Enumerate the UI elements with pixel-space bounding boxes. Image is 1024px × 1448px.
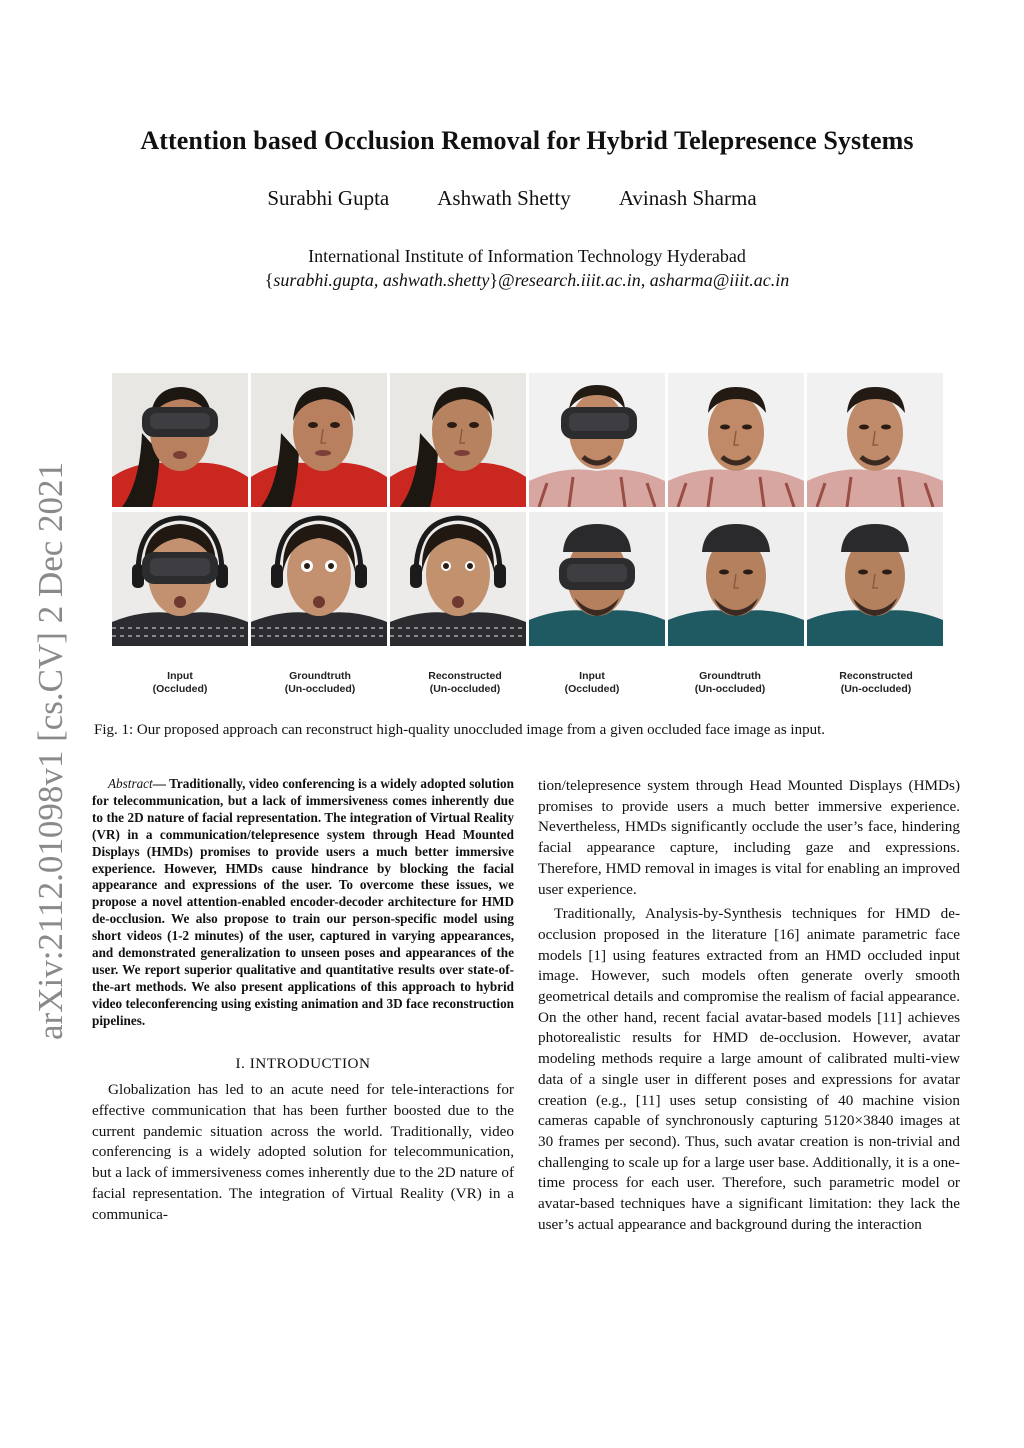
face-photo-occluded: [112, 373, 248, 507]
figure-label-line1: Input: [579, 670, 605, 682]
face-photo-occluded: [529, 512, 665, 646]
figure-label-5: [660, 670, 800, 696]
figure-photo-row2-reconstructed-2: [807, 512, 943, 646]
email-domain: @research.iiit.ac.in, asharma@iiit.ac.in: [498, 270, 790, 290]
left-column: [92, 776, 514, 1225]
section-heading-introduction: I. INTRODUCTION: [235, 1054, 371, 1072]
figure-label-line1: Groundtruth: [699, 670, 761, 682]
figure-label-line1: Input: [167, 670, 193, 682]
figure-label-line1: Reconstructed: [839, 670, 913, 682]
intro-paragraph: Globalization has led to an acute need for tele-interactions for effective communication that has been further boosted due to the current pandemic situation across the world. Traditionally, video conferencing is a widely adopted solution for telecommunication, but a lack of immersiveness comes inherently due to the 2D nature of facial representation. The integration of Virtual Reality (VR) in a communica-: [92, 1081, 514, 1223]
figure-label-3: [395, 670, 535, 696]
figure-label-line2: (Occluded): [564, 683, 620, 695]
figure-caption: Fig. 1: Our proposed approach can reconstruct high-quality unoccluded image from a given occluded face image as input.: [94, 722, 826, 738]
arxiv-stamp-text: arXiv:2112.01098v1 [cs.CV] 2 Dec 2021: [31, 461, 70, 1040]
face-photo-unoccluded: [251, 512, 387, 646]
arxiv-identifier: [16, 460, 76, 1040]
figure-label-6: [806, 670, 946, 696]
figure-label-line2: (Un-occluded): [694, 683, 766, 695]
figure-label-4: [522, 670, 662, 696]
author-2: Ashwath Shetty: [437, 186, 571, 210]
figure-photo-row2-input: [112, 512, 248, 646]
author-list: [0, 186, 1024, 211]
abstract: [92, 776, 514, 1030]
face-photo-reconstructed: [807, 373, 943, 507]
abstract-dash: —: [152, 776, 166, 791]
figure-photo-row1-groundtruth-2: [668, 373, 804, 507]
author-1: Surabhi Gupta: [267, 186, 390, 210]
figure-photo-row1-input: [112, 373, 248, 507]
figure-label-line2: (Un-occluded): [840, 683, 912, 695]
author-emails: [0, 268, 1024, 292]
brace-close: }: [489, 270, 499, 290]
abstract-text: Traditionally, video conferencing is a widely adopted solution for telecommunication, but a lack of immersiveness comes inherently due to the 2D nature of facial representation. The integration of Virtual Reality (VR) in a communication/telepresence system through Head Mounted Displays (HMDs) promises to provide users a much better immersive experience. However, HMDs cause hindrance by blocking the facial appearance and expressions of the user. To overcome these issues, we propose a novel attention-enabled encoder-decoder architecture for HMD de-occlusion. We also propose to train our person-specific model using short videos (1-2 minutes) of the user, captured in varying appearances, and demonstrated generalization to unseen poses and appearances of the user. We report superior qualitative and quantitative results over state-of-the-art methods. We also present applications of this approach to hybrid video teleconferencing using existing animation and 3D face reconstruction pipelines.: [92, 776, 514, 1028]
figure-label-line2: (Un-occluded): [284, 683, 356, 695]
email-names: surabhi.gupta, ashwath.shetty: [273, 270, 490, 290]
figure-column-labels: [100, 670, 980, 700]
figure-photo-row2-reconstructed: [390, 512, 526, 646]
abstract-label: Abstract: [108, 776, 153, 791]
figure-photo-row1-reconstructed-2: [807, 373, 943, 507]
figure-label-line2: (Un-occluded): [429, 683, 501, 695]
face-photo-reconstructed: [390, 512, 526, 646]
right-paragraph-1: tion/telepresence system through Head Mounted Displays (HMDs) promises to provide users a much better immersive experience. Nevertheless, HMDs significantly occlude the user’s face, hindering facial appearance capture, including gaze and expressions. Therefore, HMD removal in images is vital for enabling an improved user experience.: [538, 777, 960, 898]
figure-label-line1: Reconstructed: [428, 670, 502, 682]
face-photo-occluded: [112, 512, 248, 646]
face-photo-occluded: [529, 373, 665, 507]
face-photo-unoccluded: [668, 512, 804, 646]
right-paragraph-2: Traditionally, Analysis-by-Synthesis techniques for HMD de-occlusion proposed in the literature [16] animate parametric face models [1] using features extracted from an HMD occluded input image. However, such models often generate overly smooth geometrical details and compromise the realism of facial appearance. On the other hand, recent facial avatar-based models [11] achieves photorealistic results for HMD de-occlusion. However, avatar modeling methods require a large amount of calibrated multi-view data of a single user in different poses and expressions for avatar creation (e.g., [11] uses setup consisting of 40 machine vision cameras capable of synchronously capturing 5120×3840 images at 30 frames per second). Thus, such avatar creation is non-trivial and challenging to scale up for a large user base. Additionally, it is a one-time process for each user. Therefore, such parametric model or avatar-based techniques have a significant limitation: they lack the user’s actual appearance and background during the interaction: [538, 905, 960, 1233]
figure-photo-row1-groundtruth: [251, 373, 387, 507]
affiliation-block: [0, 244, 1024, 292]
figure-1-image-grid: [112, 373, 942, 648]
face-photo-reconstructed: [807, 512, 943, 646]
face-photo-unoccluded: [251, 373, 387, 507]
face-photo-reconstructed: [390, 373, 526, 507]
figure-photo-row2-input-2: [529, 512, 665, 646]
figure-label-2: [250, 670, 390, 696]
figure-photo-row1-input-2: [529, 373, 665, 507]
brace-open: {: [264, 270, 274, 290]
right-column: [538, 776, 960, 1235]
figure-label-line1: Groundtruth: [289, 670, 351, 682]
figure-photo-row1-reconstructed: [390, 373, 526, 507]
figure-label-line2: (Occluded): [152, 683, 208, 695]
figure-label-1: [110, 670, 250, 696]
figure-photo-row2-groundtruth: [251, 512, 387, 646]
author-3: Avinash Sharma: [618, 186, 757, 210]
face-photo-unoccluded: [668, 373, 804, 507]
figure-photo-row2-groundtruth-2: [668, 512, 804, 646]
affiliation: International Institute of Information Technology Hyderabad: [308, 246, 746, 266]
paper-title: Attention based Occlusion Removal for Hybrid Telepresence Systems: [140, 126, 914, 155]
